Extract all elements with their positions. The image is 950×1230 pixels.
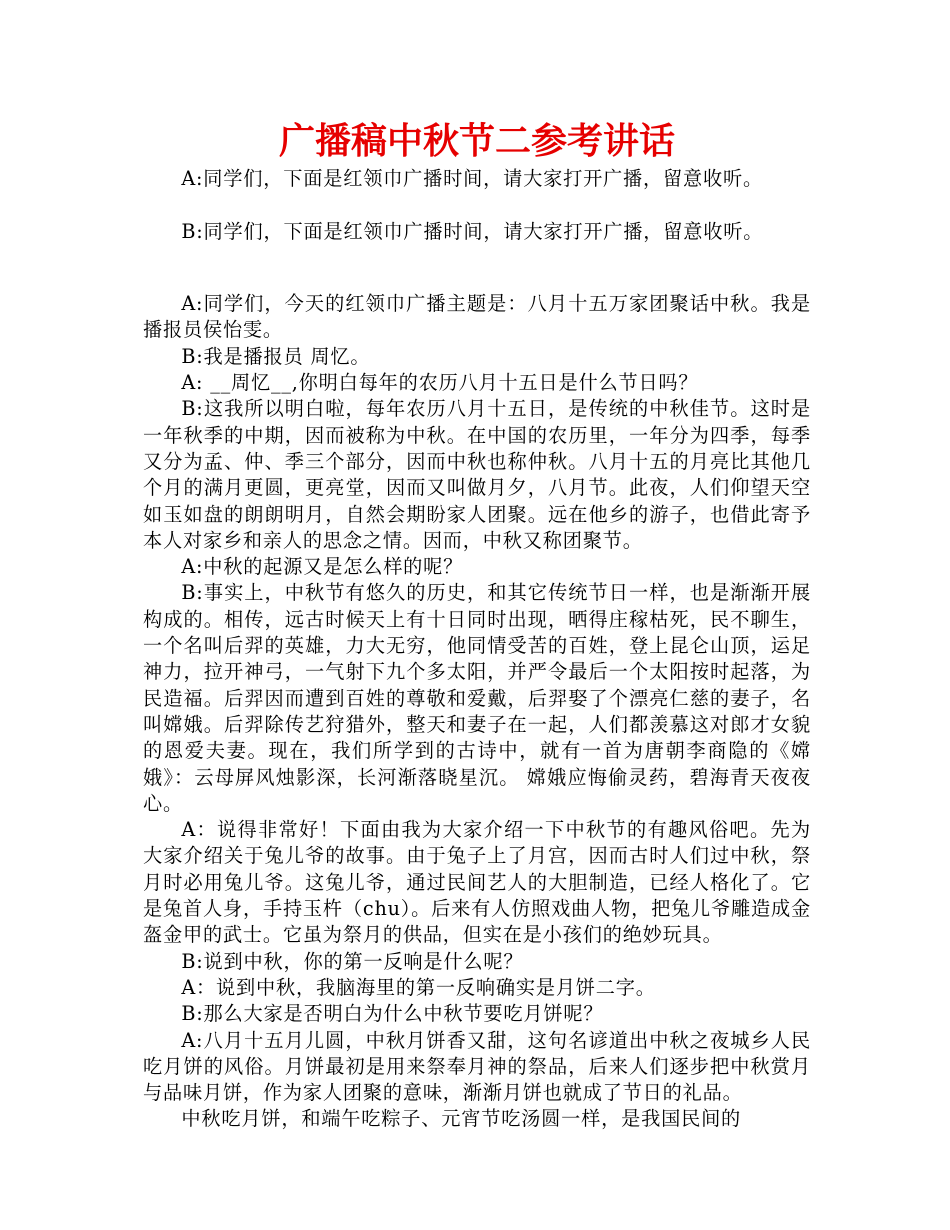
paragraph-gap (143, 271, 811, 291)
paragraph: B:同学们，下面是红领巾广播时间，请大家打开广播，留意收听。 (181, 219, 764, 243)
paragraph: B:那么大家是否明白为什么中秋节要吃月饼呢？ (181, 1002, 604, 1026)
document-page (143, 118, 811, 1133)
paragraph: B:事实上，中秋节有悠久的历史，和其它传统节日一样，也是渐渐开展构成的。相传，远古时候天上有十日同时出现，晒得庄稼枯死，民不聊生，一个名叫后羿的英雄，力大无穷，他同情受苦的百姓，登上昆仑山顶，运足神力，拉开神弓，一气射下九个多太阳，并严令最后一个太阳按时起落，为民造福。后羿因而遭到百姓的尊敬和爱戴，后羿娶了个漂亮仁慈的妻子，名叫嫦娥。后羿除传艺狩猎外，整天和妻子在一起，人们都羡慕这对郎才女貌的恩爱夫妻。现在，我们所学到的古诗中，就有一首为唐朝李商隐的《嫦娥》：云母屏风烛影深，长河渐落晓星沉。 嫦娥应悔偷灵药，碧海青天夜夜心。 (143, 581, 811, 815)
paragraph: B:这我所以明白啦，每年农历八月十五日，是传统的中秋佳节。这时是一年秋季的中期，因而被称为中秋。在中国的农历里，一年分为四季，每季又分为孟、仲、季三个部分，因而中秋也称仲秋。八月十五的月亮比其他几个月的满月更圆，更亮堂，因而又叫做月夕，八月节。此夜，人们仰望天空如玉如盘的朗朗明月，自然会期盼家人团聚。远在他乡的游子，也借此寄予本人对家乡和亲人的思念之情。因而，中秋又称团聚节。 (143, 397, 811, 552)
paragraph-gap (143, 192, 811, 218)
paragraph: 中秋吃月饼，和端午吃粽子、元宵节吃汤圆一样，是我国民间的 (181, 1107, 742, 1131)
paragraph: A:中秋的起源又是怎么样的呢？ (181, 555, 464, 579)
paragraph: B:说到中秋，你的第一反响是什么呢？ (181, 949, 524, 973)
document-title: 广播稿中秋节二参考讲话 (278, 121, 675, 162)
paragraph: A：说到中秋，我脑海里的第一反响确实是月饼二字。 (181, 975, 656, 999)
paragraph: A：说得非常好！下面由我为大家介绍一下中秋节的有趣风俗吧。先为大家介绍关于兔儿爷的故事。由于兔子上了月宫，因而古时人们过中秋，祭月时必用兔儿爷。这兔儿爷，通过民间艺人的大胆制造，已经人格化了。它是兔首人身，手持玉杵（chu）。后来有人仿照戏曲人物，把兔儿爷雕造成金盔金甲的武士。它虽为祭月的供品，但实在是小孩们的绝妙玩具。 (143, 818, 811, 947)
document-body (143, 166, 811, 1133)
paragraph: A:八月十五月儿圆，中秋月饼香又甜，这句名谚道出中秋之夜城乡人民吃月饼的风俗。月饼最初是用来祭奉月神的祭品，后来人们逐步把中秋赏月与品味月饼，作为家人团聚的意味，渐渐月饼也就成了节日的礼品。 (143, 1028, 811, 1105)
paragraph: A:同学们，下面是红领巾广播时间，请大家打开广播，留意收听。 (181, 167, 763, 190)
paragraph: A: __周忆__,你明白每年的农历八月十五日是什么节日吗？ (181, 371, 699, 395)
paragraph: A:同学们，今天的红领巾广播主题是：八月十五万家团聚话中秋。我是播报员侯怡雯。 (143, 292, 811, 342)
paragraph: B:我是播报员 周忆。 (181, 344, 371, 368)
paragraph-gap (143, 245, 811, 271)
